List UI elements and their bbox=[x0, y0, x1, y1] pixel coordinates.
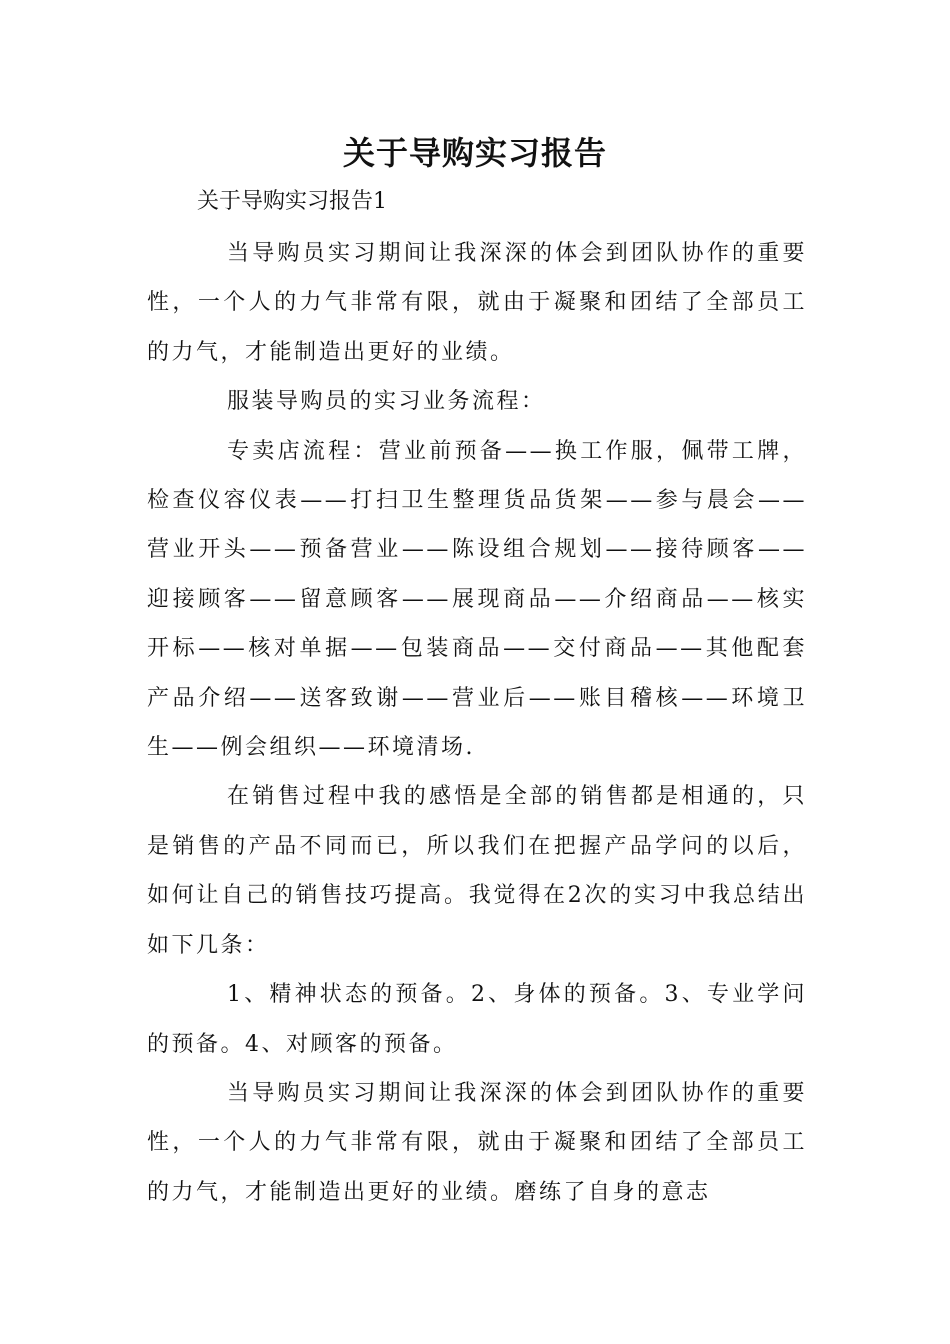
section-heading: 关于导购实习报告1 bbox=[197, 189, 387, 214]
document-body bbox=[147, 229, 807, 1217]
paragraph-preparation-list: 1、精神状态的预备。2、身体的预备。3、专业学问的预备。4、对顾客的预备。 bbox=[147, 982, 807, 1057]
paragraph-store-process: 专卖店流程：营业前预备——换工作服，佩带工牌，检查仪容仪表——打扫卫生整理货品货架——参与晨会——营业开头——预备营业——陈设组合规划——接待顾客——迎接顾客——留意顾客——展现商品——介绍商品——核实开标——核对单据——包装商品——交付商品——其他配套产品介绍——送客致谢——营业后——账目稽核——环境卫生——例会组织——环境清场. bbox=[147, 438, 807, 761]
document-title: 关于导购实习报告 bbox=[342, 134, 607, 172]
paragraph-process-heading: 服装导购员的实习业务流程： bbox=[227, 389, 546, 415]
paragraph-teamwork-repeat: 当导购员实习期间让我深深的体会到团队协作的重要性，一个人的力气非常有限，就由于凝聚和团结了全部员工的力气，才能制造出更好的业绩。磨练了自身的意志 bbox=[147, 1080, 807, 1205]
paragraph-sales-insight: 在销售过程中我的感悟是全部的销售都是相通的，只是销售的产品不同而已，所以我们在把握产品学问的以后，如何让自己的销售技巧提高。我觉得在2次的实习中我总结出如下几条： bbox=[147, 784, 807, 958]
paragraph-teamwork: 当导购员实习期间让我深深的体会到团队协作的重要性，一个人的力气非常有限，就由于凝聚和团结了全部员工的力气，才能制造出更好的业绩。 bbox=[147, 241, 807, 365]
